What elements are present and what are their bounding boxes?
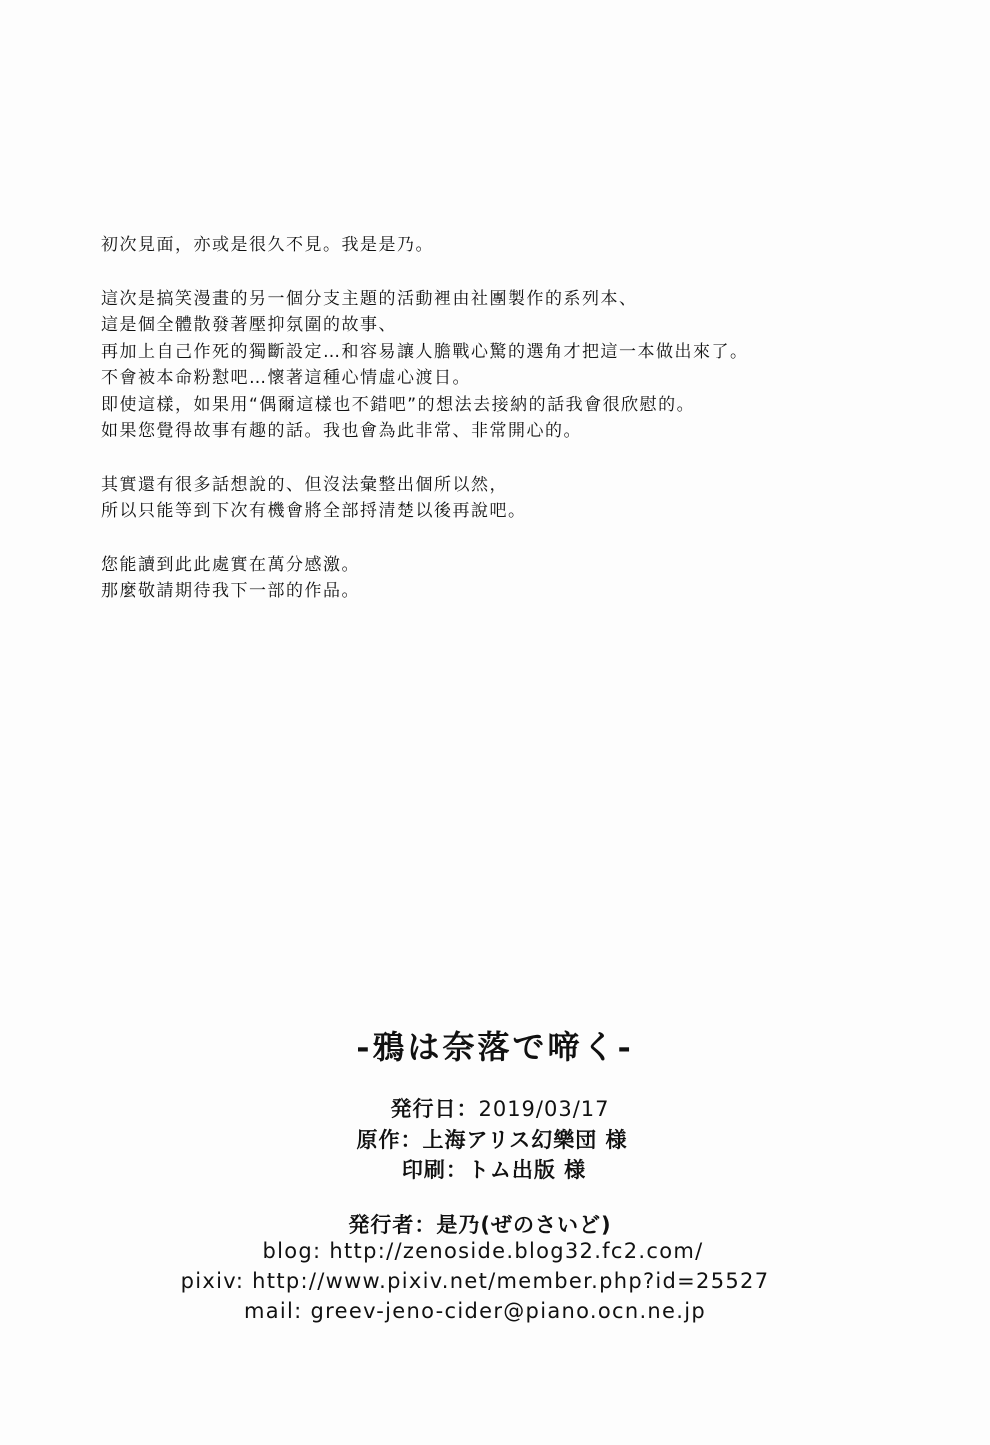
printer-value: トム出版 様 <box>467 1158 587 1182</box>
afterword-paragraph <box>101 472 901 525</box>
publisher-row <box>0 1209 975 1239</box>
blog-label: blog: <box>262 1239 330 1263</box>
original-work-value: 上海アリス幻樂団 様 <box>422 1128 628 1152</box>
afterword-line: 您能讀到此此處實在萬分感激。 <box>101 554 360 575</box>
afterword-paragraph <box>101 286 901 445</box>
publisher-label: 発行者： <box>348 1213 437 1237</box>
publisher-value: 是乃(ぜのさいど) <box>436 1213 612 1237</box>
issue-date-row <box>5 1093 990 1123</box>
afterword-line: 即使這樣，如果用“偶爾這樣也不錯吧”的想法去接納的話我會很欣慰的。 <box>101 394 696 415</box>
afterword-line: 這次是搞笑漫畫的另一個分支主題的活動裡由社團製作的系列本、 <box>101 288 638 309</box>
afterword-line: 那麼敬請期待我下一部的作品。 <box>101 581 360 601</box>
afterword-line: 其實還有很多話想說的、但沒法彙整出個所以然， <box>101 474 508 495</box>
afterword-line: 初次見面，亦或是很久不見。我是是乃。 <box>101 235 434 255</box>
issue-date-value: 2019/03/17 <box>478 1097 610 1121</box>
afterword-line: 不會被本命粉懟吧…懷著這種心情虛心渡日。 <box>101 368 471 388</box>
afterword-line: 這是個全體散發著壓抑氛圍的故事、 <box>101 315 397 335</box>
original-work-label: 原作： <box>356 1128 423 1152</box>
mail-label: mail: <box>243 1299 311 1323</box>
blog-row <box>0 1239 978 1263</box>
afterword-line: 所以只能等到下次有機會將全部捋清楚以後再說吧。 <box>101 501 527 521</box>
printer-row <box>0 1154 989 1184</box>
original-work-row <box>0 1124 987 1154</box>
pixiv-url: http://www.pixiv.net/member.php?id=25527 <box>252 1269 770 1293</box>
afterword-paragraph <box>101 552 901 605</box>
afterword-paragraph <box>101 232 901 259</box>
pixiv-label: pixiv: <box>180 1269 253 1293</box>
pixiv-row <box>0 1269 970 1293</box>
afterword-line: 如果您覺得故事有趣的話。我也會為此非常、非常開心的。 <box>101 421 582 441</box>
printer-label: 印刷： <box>401 1158 468 1182</box>
blog-url: http://zenoside.blog32.fc2.com/ <box>329 1239 704 1263</box>
afterword-text <box>101 232 901 632</box>
mail-row <box>0 1299 970 1323</box>
book-title: -鴉は奈落で啼く- <box>356 1028 634 1066</box>
issue-date-label: 発行日： <box>390 1097 479 1121</box>
mail-address: greev-jeno-cider@piano.ocn.ne.jp <box>310 1299 707 1323</box>
afterword-line: 再加上自己作死的獨斷設定…和容易讓人膽戰心驚的選角才把這一本做出來了。 <box>101 341 749 362</box>
